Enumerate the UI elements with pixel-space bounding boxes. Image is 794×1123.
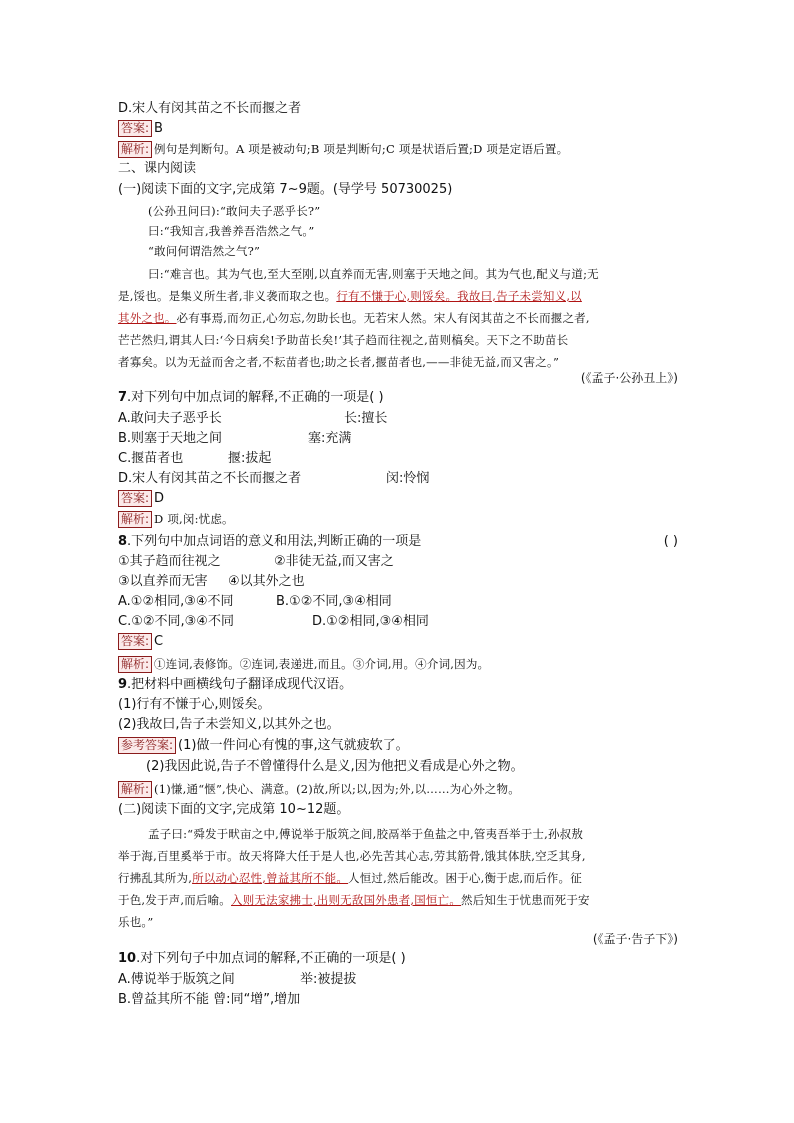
q7-gloss: 闵:怜悯	[386, 471, 430, 486]
answer-label: 答案:	[118, 633, 152, 650]
q8-analysis-row: 解析: ①连词,表修饰。②连词,表递进,而且。③介词,用。④介词,因为。	[118, 655, 489, 674]
q8-answer-row: 答案: C	[118, 633, 163, 651]
underlined-sentence: 行有不慊于心,则馁矣。我故曰,告子未尝知义,以	[336, 289, 582, 303]
passage2-line: 举于海,百里奚举于市。故天将降大任于是人也,必先苦其心志,劳其筋骨,饿其体肤,空乏其身,	[118, 849, 586, 863]
answer-label: 答案:	[118, 120, 152, 137]
analysis-label: 解析:	[118, 656, 152, 673]
q8-option: D.①②相同,③④相同	[312, 614, 429, 629]
passage1-line: 曰:“我知言,我善养吾浩然之气。”	[148, 224, 315, 238]
passage2-line: 行拂乱其所为,所以动心忍性,曾益其所不能。人恒过,然后能改。困于心,衡于虑,而后作。征	[118, 871, 582, 885]
q10-gloss: 举:被提拔	[300, 972, 357, 987]
q7-option: C.揠苗者也	[118, 451, 184, 466]
q7-option: D.宋人有闵其苗之不长而揠之者	[118, 471, 302, 486]
passage1-source: (《孟子·公孙丑上》)	[580, 371, 678, 385]
q8-paren: ( )	[663, 534, 678, 549]
underlined-sentence: 入则无法家拂士,出则无敌国外患者,国恒亡。	[231, 893, 462, 907]
q7-analysis-row: 解析: D 项,闵:忧虑。	[118, 510, 234, 529]
passage1-line: (公孙丑问曰):“敢问夫子恶乎长?”	[148, 204, 321, 218]
analysis-label: 解析:	[118, 511, 152, 528]
part2-intro: (二)阅读下面的文字,完成第 10~12题。	[118, 802, 350, 817]
q7-answer-row: 答案: D	[118, 490, 164, 508]
analysis-label: 解析:	[118, 781, 152, 798]
answer-label: 答案:	[118, 490, 152, 507]
q8-stem: 8.下列句中加点词语的意义和用法,判断正确的一项是	[118, 534, 422, 549]
passage2-source: (《孟子·告子下》)	[592, 932, 678, 946]
passage1-line: 其外之也。必有事焉,而勿正,心勿忘,勿助长也。无若宋人然。宋人有闵其苗之不长而揠之者,	[118, 311, 590, 325]
passage2-line: 孟子曰:“舜发于畎亩之中,傅说举于版筑之间,胶鬲举于鱼盐之中,管夷吾举于士,孙叔敖	[148, 827, 584, 841]
q9-sentence: (1)行有不慊于心,则馁矣。	[118, 697, 271, 712]
passage1-line: 是,馁也。是集义所生者,非义袭而取之也。行有不慊于心,则馁矣。我故曰,告子未尝知义,以	[118, 289, 582, 303]
highlighted-phrase: 所以动心忍性,曾益其所不能。	[192, 871, 349, 885]
q7-option: A.敢问夫子恶乎长	[118, 411, 222, 426]
q10-stem: 10.对下列句子中加点词的解释,不正确的一项是( )	[118, 951, 406, 966]
q9-analysis-row: 解析: (1)慊,通“惬”,快心、满意。(2)故,所以;以,因为;外,以……为心外之物。	[118, 780, 520, 799]
passage1-line: “敢问何谓浩然之气?”	[148, 244, 261, 258]
q9-reference-row: 参考答案: (1)做一件问心有愧的事,这气就疲软了。	[118, 737, 409, 755]
q10-option: B.曾益其所不能 曾:同“增”,增加	[118, 992, 301, 1007]
q8-item: ②非徒无益,而又害之	[274, 554, 394, 569]
q8-option: B.①②不同,③④相同	[276, 594, 392, 609]
q6-analysis-row	[118, 140, 568, 159]
q8-option: A.①②相同,③④不同	[118, 594, 234, 609]
q7-gloss: 塞:充满	[308, 431, 352, 446]
q8-item: ①其子趋而往视之	[118, 554, 221, 569]
passage2-line: 乐也。”	[118, 915, 154, 929]
q9-reference-line: (2)我因此说,告子不曾懂得什么是义,因为他把义看成是心外之物。	[146, 759, 524, 774]
q7-gloss: 揠:拔起	[228, 451, 272, 466]
q8-item: ③以直养而无害	[118, 574, 208, 589]
reference-answer-label: 参考答案:	[118, 737, 176, 754]
passage1-line: 芒芒然归,谓其人曰:‘今日病矣!予助苗长矣!’其子趋而往视之,苗则槁矣。天下之不助苗长	[118, 333, 569, 347]
q10-option: A.傅说举于版筑之间	[118, 972, 235, 987]
q8-option: C.①②不同,③④不同	[118, 614, 234, 629]
analysis-text: 例句是判断句。A 项是被动句;B 项是判断句;C 项是状语后置;D 项是定语后置。	[154, 142, 569, 156]
analysis-label: 解析:	[118, 141, 152, 158]
passage1-line: 曰:“难言也。其为气也,至大至刚,以直养而无害,则塞于天地之间。其为气也,配义与道;无	[148, 267, 599, 281]
q7-option: B.则塞于天地之间	[118, 431, 223, 446]
part1-intro: (一)阅读下面的文字,完成第 7~9题。(导学号 50730025)	[118, 182, 453, 197]
q7-gloss: 长:擅长	[344, 411, 388, 426]
underlined-sentence: 其外之也。	[118, 311, 177, 325]
passage2-line: 于色,发于声,而后喻。入则无法家拂士,出则无敌国外患者,国恒亡。然后知生于忧患而死于安	[118, 893, 590, 907]
section-title: 二、课内阅读	[118, 161, 197, 176]
q9-stem: 9.把材料中画横线句子翻译成现代汉语。	[118, 677, 353, 692]
passage1-line: 者寡矣。以为无益而舍之者,不耘苗者也;助之长者,揠苗者也,——非徒无益,而又害之。”	[118, 355, 560, 369]
answer-value: B	[154, 121, 163, 136]
q7-stem: 7.对下列句中加点词的解释,不正确的一项是( )	[118, 390, 384, 405]
q6-answer-row	[118, 120, 163, 138]
q6-option-d: D.宋人有闵其苗之不长而揠之者	[118, 101, 302, 116]
q8-item: ④以其外之也	[228, 574, 305, 589]
q9-sentence: (2)我故曰,告子未尝知义,以其外之也。	[118, 717, 340, 732]
